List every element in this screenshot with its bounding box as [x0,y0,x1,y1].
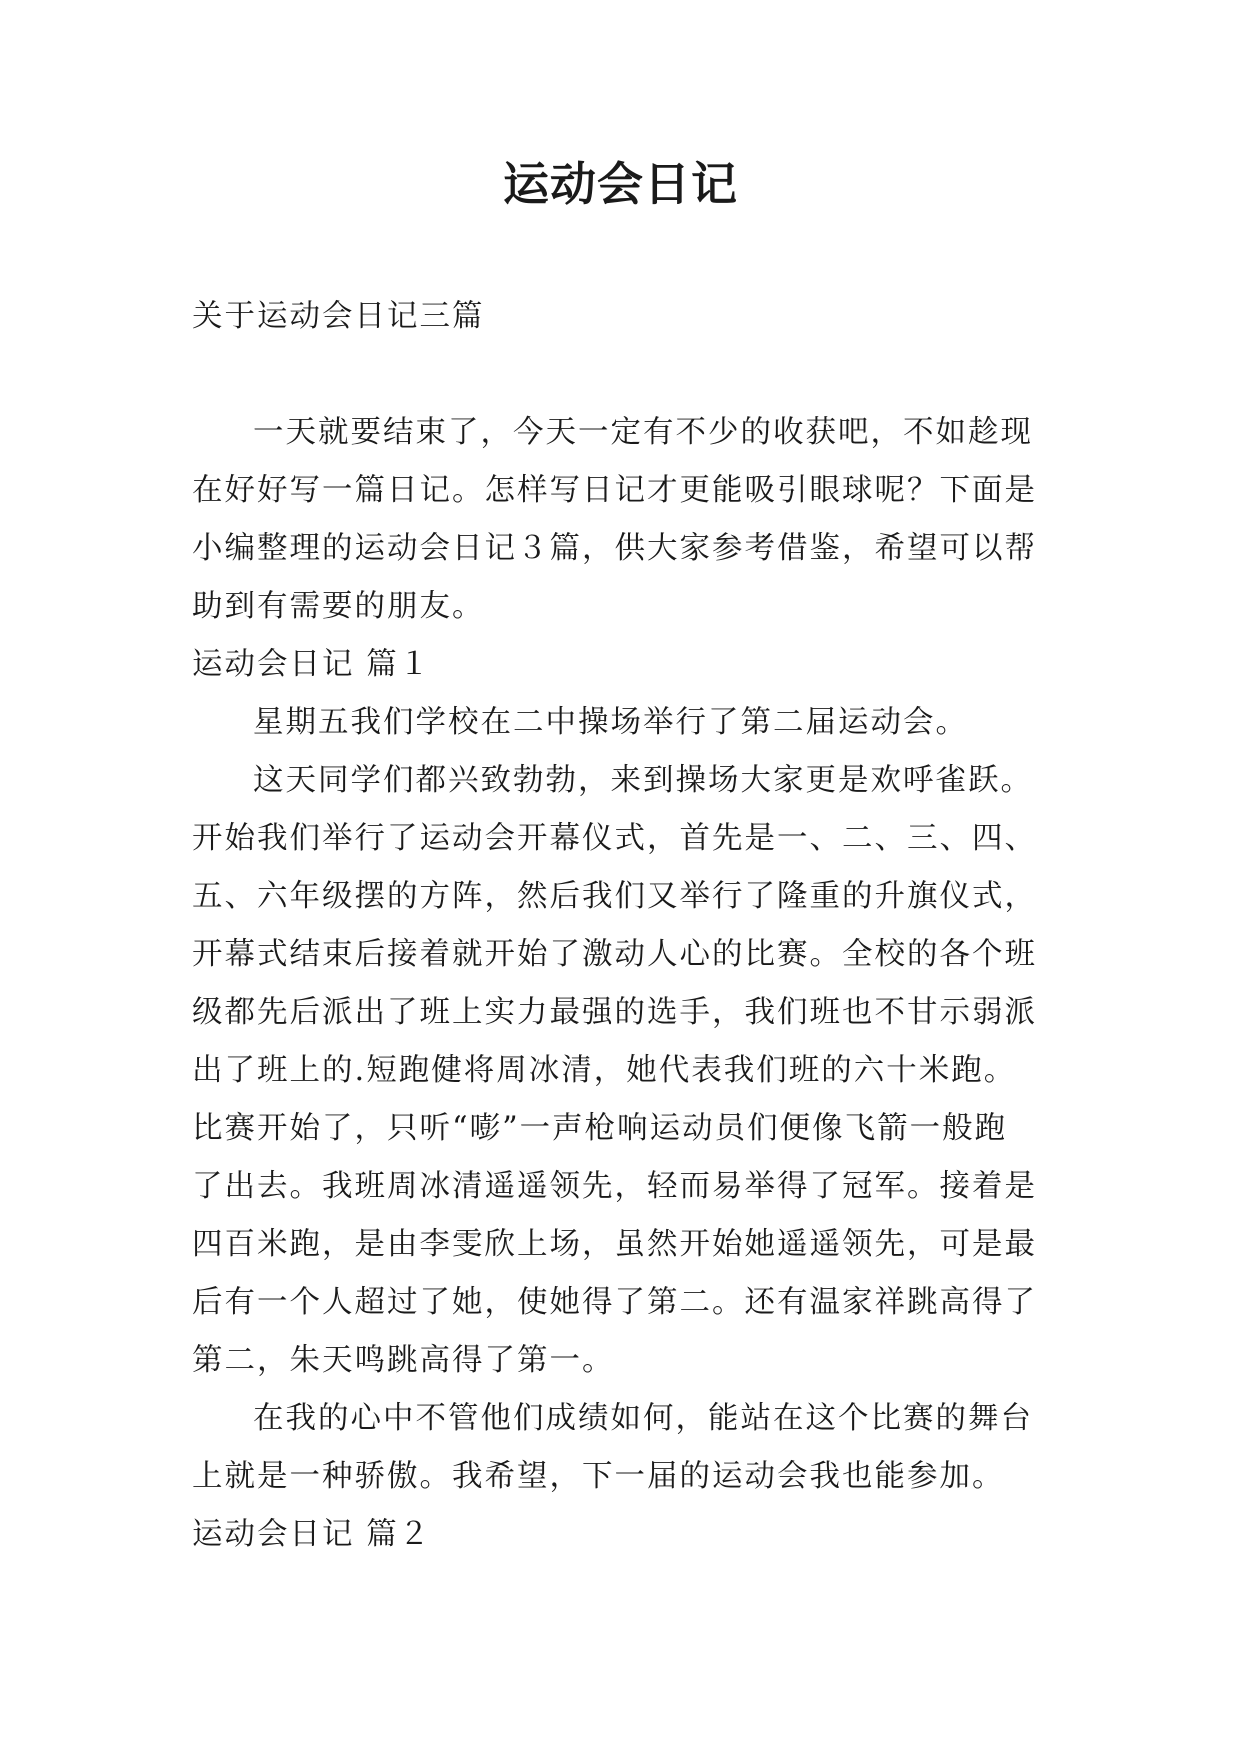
text-line: 在好好写一篇日记。怎样写日记才更能吸引眼球呢？下面是 [192,473,1037,508]
text-line: 星期五我们学校在二中操场举行了第二届运动会。 [253,705,968,740]
text-line: 在我的心中不管他们成绩如何，能站在这个比赛的舞台 [253,1401,1033,1436]
document-title: 运动会日记 [503,157,738,211]
text-line: 了出去。我班周冰清遥遥领先，轻而易举得了冠军。接着是 [192,1169,1037,1204]
text-line: 级都先后派出了班上实力最强的选手，我们班也不甘示弱派 [192,995,1037,1030]
section-1-paragraph-2 [192,752,1060,1390]
text-line: 上就是一种骄傲。我希望，下一届的运动会我也能参加。 [192,1459,1005,1494]
text-line: 比赛开始了，只听“嘭”一声枪响运动员们便像飞箭一般跑 [192,1111,1008,1146]
text-line: 出了班上的.短跑健将周冰清，她代表我们班的六十米跑。 [192,1053,1017,1088]
text-line: 后有一个人超过了她，使她得了第二。还有温家祥跳高得了 [192,1285,1037,1320]
text-line: 一天就要结束了，今天一定有不少的收获吧，不如趁现 [253,415,1033,450]
section-1-paragraph-1 [192,694,1060,752]
text-line: 助到有需要的朋友。 [192,589,485,624]
text-line: 四百米跑，是由李雯欣上场，虽然开始她遥遥领先，可是最 [192,1227,1037,1262]
text-line: 小编整理的运动会日记３篇，供大家参考借鉴，希望可以帮 [192,531,1037,566]
section-1-paragraph-3 [192,1390,1060,1506]
text-line: 第二，朱天鸣跳高得了第一。 [192,1343,615,1378]
intro-paragraph [192,404,1060,636]
document-body [192,288,1060,1564]
text-line: 开幕式结束后接着就开始了激动人心的比赛。全校的各个班 [192,937,1037,972]
section-heading-1: 运动会日记 篇１ [192,647,432,682]
section-heading-2: 运动会日记 篇２ [192,1517,432,1552]
text-line: 这天同学们都兴致勃勃，来到操场大家更是欢呼雀跃。 [253,763,1033,798]
document-subtitle: 关于运动会日记三篇 [192,299,485,334]
text-line: 五、六年级摆的方阵，然后我们又举行了隆重的升旗仪式， [192,879,1037,914]
text-line: 开始我们举行了运动会开幕仪式，首先是一、二、三、四、 [192,821,1037,856]
